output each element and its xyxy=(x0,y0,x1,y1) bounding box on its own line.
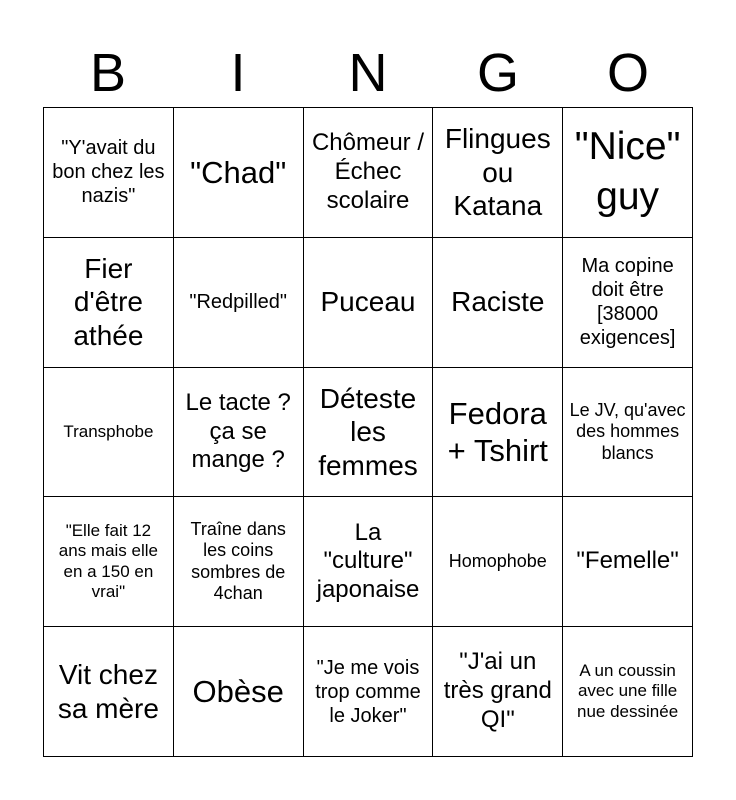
bingo-cell[interactable] xyxy=(304,368,434,498)
cell-text: Homophobe xyxy=(448,550,547,571)
bingo-grid xyxy=(43,107,693,757)
cell-text: A un coussin avec une fille nue dessinée xyxy=(577,661,679,721)
bingo-cell[interactable] xyxy=(563,497,693,627)
bingo-cell[interactable] xyxy=(304,238,434,368)
cell-text: "Redpilled" xyxy=(189,291,287,314)
cell-text: "J'ai un très grand QI" xyxy=(443,648,552,733)
cell-text: Chômeur / Échec scolaire xyxy=(311,129,425,214)
cell-text: Raciste xyxy=(451,286,545,318)
header-letter-n: N xyxy=(348,43,388,103)
cell-text: "Elle fait 12 ans mais elle en a 150 en vrai" xyxy=(58,521,158,602)
cell-text: "Chad" xyxy=(190,154,287,190)
bingo-cell[interactable] xyxy=(44,497,174,627)
bingo-cell[interactable] xyxy=(433,368,563,498)
bingo-cell[interactable] xyxy=(563,108,693,238)
cell-text: Fier d'être athée xyxy=(73,252,144,351)
bingo-cell[interactable] xyxy=(174,368,304,498)
cell-text: Le tacte ? ça se mange ? xyxy=(185,388,291,474)
bingo-cell[interactable] xyxy=(174,238,304,368)
bingo-cell[interactable] xyxy=(304,627,434,757)
header-letter-i: I xyxy=(230,43,246,103)
bingo-cell[interactable] xyxy=(44,368,174,498)
cell-text: "Je me vois trop comme le Joker" xyxy=(315,656,421,727)
cell-text: Vit chez sa mère xyxy=(57,659,159,724)
bingo-cell[interactable] xyxy=(433,238,563,368)
cell-text: "Femelle" xyxy=(576,547,679,575)
cell-text: Obèse xyxy=(192,674,284,709)
bingo-cell[interactable] xyxy=(304,497,434,627)
bingo-cell[interactable] xyxy=(433,627,563,757)
bingo-cell[interactable] xyxy=(174,497,304,627)
cell-text: Le JV, qu'avec des hommes blancs xyxy=(569,399,686,463)
header-letter-g: G xyxy=(476,43,519,103)
bingo-cell[interactable] xyxy=(563,238,693,368)
bingo-cell[interactable] xyxy=(563,368,693,498)
header-letter-o: O xyxy=(606,43,649,103)
cell-text: Traîne dans les coins sombres de 4chan xyxy=(190,518,286,604)
bingo-cell[interactable] xyxy=(174,108,304,238)
cell-text: La "culture" japonaise xyxy=(316,518,420,604)
header-letter-b: B xyxy=(89,43,127,103)
bingo-cell[interactable] xyxy=(44,238,174,368)
bingo-cell[interactable] xyxy=(44,627,174,757)
cell-text: Puceau xyxy=(320,286,416,318)
bingo-header xyxy=(43,40,693,106)
bingo-cell[interactable] xyxy=(433,108,563,238)
cell-text: Transphobe xyxy=(63,421,154,441)
bingo-cell[interactable] xyxy=(174,627,304,757)
cell-text: Flingues ou Katana xyxy=(444,123,551,222)
bingo-cell[interactable] xyxy=(44,108,174,238)
cell-text: "Nice" guy xyxy=(574,124,681,219)
cell-text: Ma copine doit être [38000 exigences] xyxy=(579,255,676,350)
bingo-cell[interactable] xyxy=(433,497,563,627)
bingo-cell[interactable] xyxy=(304,108,434,238)
cell-text: "Y'avait du bon chez les nazis" xyxy=(52,137,165,208)
bingo-cell[interactable] xyxy=(563,627,693,757)
cell-text: Déteste les femmes xyxy=(318,382,418,481)
cell-text: Fedora + Tshirt xyxy=(447,395,548,468)
